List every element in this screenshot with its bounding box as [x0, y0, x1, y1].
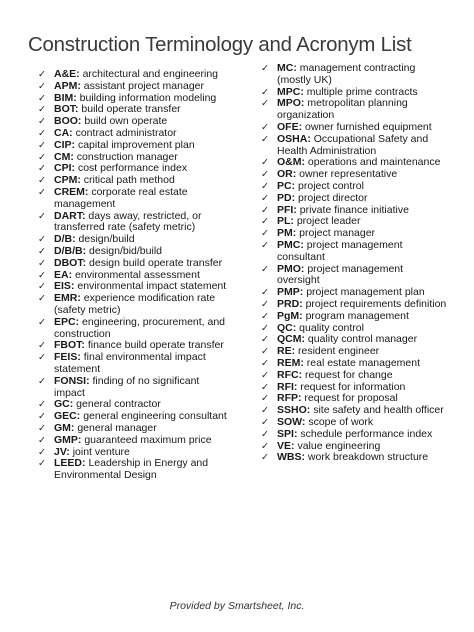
acronym-definition: owner representative	[299, 168, 398, 181]
acronym-term: CPM	[54, 174, 78, 187]
acronym-term: OSHA	[277, 132, 308, 145]
acronym-definition: multiple prime contracts	[306, 85, 418, 98]
checkmark-icon: ✓	[261, 357, 269, 369]
acronym-definition: general engineering consultant	[83, 410, 227, 423]
term-separator: :	[300, 356, 307, 369]
term-separator: :	[291, 179, 299, 192]
checkmark-icon: ✓	[261, 169, 269, 181]
term-separator: :	[84, 185, 92, 198]
acronym-term: PFI	[277, 203, 294, 216]
checkmark-icon: ✓	[261, 298, 269, 310]
term-separator: :	[290, 215, 297, 228]
acronym-term: CIP	[54, 138, 72, 151]
acronym-list-item	[38, 187, 260, 211]
acronym-term: FBOT	[54, 339, 82, 352]
acronym-term: BOO	[54, 115, 78, 128]
acronym-term: OR	[277, 168, 293, 181]
acronym-list-item	[38, 211, 260, 235]
term-separator: :	[77, 115, 85, 128]
term-separator: :	[298, 392, 305, 405]
term-separator: :	[292, 168, 300, 181]
acronym-definition: quality control	[299, 321, 364, 334]
acronym-definition-continued: oversight	[277, 274, 320, 287]
acronym-definition-continued: transferred rate (safety metric)	[54, 221, 196, 234]
term-separator: :	[69, 126, 76, 139]
acronym-definition: real estate management	[306, 356, 420, 369]
term-separator: :	[71, 138, 78, 151]
checkmark-icon: ✓	[38, 127, 46, 139]
acronym-term: REM	[277, 356, 301, 369]
checkmark-icon: ✓	[261, 98, 269, 110]
acronym-list-item	[38, 293, 260, 317]
term-separator: :	[86, 374, 93, 387]
term-separator: :	[298, 120, 306, 133]
checkmark-icon: ✓	[261, 428, 269, 440]
term-separator: :	[69, 398, 77, 411]
checkmark-icon: ✓	[261, 452, 269, 464]
acronym-definition: scope of work	[308, 415, 374, 428]
acronym-term: JV	[54, 445, 67, 458]
checkmark-icon: ✓	[261, 157, 269, 169]
checkmark-icon: ✓	[38, 434, 46, 446]
term-separator: :	[306, 404, 314, 417]
acronym-definition: build operate transfer	[81, 103, 181, 116]
term-separator: :	[293, 62, 300, 74]
checkmark-icon: ✓	[38, 151, 46, 163]
acronym-list-left	[38, 69, 260, 482]
acronym-list-item	[38, 458, 260, 482]
term-separator: :	[293, 427, 301, 440]
acronym-term: QCM	[277, 333, 302, 346]
acronym-definition-continued: consultant	[277, 250, 325, 263]
checkmark-icon: ✓	[38, 269, 46, 281]
checkmark-icon: ✓	[38, 139, 46, 151]
checkmark-icon: ✓	[261, 334, 269, 346]
checkmark-icon: ✓	[261, 310, 269, 322]
acronym-term: GM	[54, 421, 71, 434]
acronym-definition-continued: (safety metric)	[54, 303, 121, 316]
acronym-term: DBOT	[54, 256, 83, 269]
term-separator: :	[82, 209, 89, 222]
acronym-list-item	[261, 63, 471, 87]
checkmark-icon: ✓	[261, 228, 269, 240]
term-separator: :	[301, 333, 308, 346]
acronym-term: DART	[54, 209, 82, 222]
checkmark-icon: ✓	[261, 405, 269, 417]
checkmark-icon: ✓	[38, 175, 46, 187]
acronym-term: MPC	[277, 85, 301, 98]
term-separator: :	[75, 315, 83, 328]
acronym-definition: owner furnished equipment	[305, 120, 432, 133]
acronym-definition: engineering, procurement, and	[82, 315, 226, 328]
term-separator: :	[299, 286, 307, 299]
term-separator: :	[299, 309, 306, 322]
acronym-term: EA	[54, 268, 69, 281]
term-separator: :	[66, 445, 73, 458]
acronym-term: FONSI	[54, 374, 87, 387]
acronym-term: PMP	[277, 286, 300, 299]
acronym-definition: request for information	[300, 380, 406, 393]
acronym-definition: capital improvement plan	[77, 138, 195, 151]
acronym-term: CA	[54, 126, 70, 139]
checkmark-icon: ✓	[38, 446, 46, 458]
term-separator: :	[68, 268, 76, 281]
acronym-list-item	[261, 264, 471, 288]
acronym-definition: management contracting	[299, 62, 416, 74]
checkmark-icon: ✓	[38, 163, 46, 175]
acronym-term: SOW	[277, 415, 302, 428]
term-separator: :	[291, 345, 299, 358]
acronym-term: WBS	[277, 451, 302, 464]
acronym-term: RFC	[277, 368, 299, 381]
checkmark-icon: ✓	[261, 263, 269, 275]
checkmark-icon: ✓	[38, 281, 46, 293]
acronym-definition: general contractor	[76, 398, 161, 411]
checkmark-icon: ✓	[261, 381, 269, 393]
term-separator: :	[301, 415, 309, 428]
term-separator: :	[301, 156, 308, 169]
term-separator: :	[70, 150, 77, 163]
term-separator: :	[77, 351, 84, 364]
term-separator: :	[70, 421, 78, 434]
acronym-term: RFP	[277, 392, 298, 405]
acronym-definition: days away, restricted, or	[88, 209, 202, 222]
acronym-term: PMO	[277, 262, 301, 275]
term-separator: :	[293, 380, 301, 393]
acronym-definition: Occupational Safety and	[313, 132, 429, 145]
term-separator: :	[300, 262, 308, 275]
checkmark-icon: ✓	[38, 186, 46, 198]
acronym-definition: project manager	[299, 227, 376, 240]
checkmark-icon: ✓	[38, 316, 46, 328]
acronym-definition: value engineering	[297, 439, 381, 452]
acronym-definition-continued: construction	[54, 327, 111, 340]
acronym-definition-continued: management	[54, 197, 116, 210]
acronym-term: SSHO	[277, 404, 307, 417]
acronym-list-right	[261, 63, 471, 464]
acronym-definition: design/build	[78, 233, 135, 246]
acronym-list-item	[38, 352, 260, 376]
acronym-definition: work breakdown structure	[307, 451, 429, 464]
checkmark-icon: ✓	[38, 92, 46, 104]
term-separator: :	[82, 244, 90, 257]
checkmark-icon: ✓	[38, 104, 46, 116]
term-separator: :	[82, 457, 89, 470]
acronym-list-item	[38, 376, 260, 400]
acronym-term: OFE	[277, 120, 299, 133]
acronym-definition: project director	[298, 191, 368, 204]
acronym-definition: request for change	[305, 368, 393, 381]
term-separator: :	[77, 174, 84, 187]
acronym-definition: schedule performance index	[300, 427, 433, 440]
term-separator: :	[73, 91, 80, 104]
checkmark-icon: ✓	[38, 293, 46, 305]
checkmark-icon: ✓	[38, 116, 46, 128]
acronym-definition: finding of no significant	[92, 374, 200, 387]
term-separator: :	[77, 292, 84, 305]
acronym-definition: finance build operate transfer	[87, 339, 224, 352]
acronym-definition: assistant project manager	[83, 79, 204, 92]
acronym-term: MC	[277, 62, 294, 74]
checkmark-icon: ✓	[261, 440, 269, 452]
checkmark-icon: ✓	[38, 375, 46, 387]
term-separator: :	[76, 410, 84, 423]
term-separator: :	[298, 368, 306, 381]
acronym-term: PgM	[277, 309, 300, 322]
term-separator: :	[75, 103, 82, 116]
term-separator: :	[300, 238, 307, 251]
acronym-term: PMC	[277, 238, 301, 251]
checkmark-icon: ✓	[261, 192, 269, 204]
acronym-definition-continued: statement	[54, 362, 101, 375]
acronym-definition-continued: Environmental Design	[54, 469, 157, 482]
checkmark-icon: ✓	[38, 257, 46, 269]
acronym-definition: private finance initiative	[299, 203, 409, 216]
acronym-list-item	[38, 317, 260, 341]
acronym-term: A&E	[54, 68, 77, 80]
acronym-definition: cost performance index	[77, 162, 188, 175]
acronym-term: MPO	[277, 97, 301, 110]
acronym-list-item	[261, 134, 471, 158]
acronym-definition: site safety and health officer	[313, 404, 444, 417]
term-separator: :	[300, 97, 308, 110]
acronym-definition: architectural and engineering	[82, 68, 219, 80]
checkmark-icon: ✓	[261, 393, 269, 405]
checkmark-icon: ✓	[261, 204, 269, 216]
checkmark-icon: ✓	[261, 416, 269, 428]
acronym-term: GEC	[54, 410, 77, 423]
acronym-term: CREM	[54, 185, 85, 198]
acronym-definition: project management	[307, 262, 404, 275]
checkmark-icon: ✓	[261, 346, 269, 358]
term-separator: :	[301, 451, 308, 464]
term-separator: :	[76, 68, 83, 80]
acronym-definition: environmental impact statement	[77, 280, 227, 293]
acronym-definition: environmental assessment	[75, 268, 200, 281]
checkmark-icon: ✓	[261, 86, 269, 98]
acronym-definition-continued: organization	[277, 109, 335, 122]
acronym-term: LEED	[54, 457, 83, 470]
acronym-term: CM	[54, 150, 71, 163]
checkmark-icon: ✓	[261, 133, 269, 145]
acronym-definition: building information modeling	[79, 91, 217, 104]
acronym-definition: metropolitan planning	[307, 97, 408, 110]
acronym-definition: build own operate	[84, 115, 168, 128]
acronym-definition-continued: (mostly UK)	[277, 73, 332, 86]
acronym-definition: Leadership in Energy and	[88, 457, 209, 470]
acronym-term: EIS	[54, 280, 71, 293]
acronym-term: EMR	[54, 292, 78, 305]
checkmark-icon: ✓	[261, 121, 269, 133]
acronym-term: RFI	[277, 380, 294, 393]
acronym-definition: project requirements definition	[305, 297, 447, 310]
acronym-term: BIM	[54, 91, 74, 104]
term-separator: :	[299, 297, 306, 310]
acronym-definition: corporate real estate	[91, 185, 188, 198]
checkmark-icon: ✓	[38, 69, 46, 80]
term-separator: :	[307, 132, 314, 145]
checkmark-icon: ✓	[261, 216, 269, 228]
acronym-definition: contract administrator	[75, 126, 177, 139]
acronym-term: PL	[277, 215, 291, 228]
term-separator: :	[72, 233, 79, 246]
acronym-term: GMP	[54, 433, 78, 446]
checkmark-icon: ✓	[261, 63, 269, 74]
page-title: Construction Terminology and Acronym List	[28, 34, 412, 56]
acronym-term: FEIS	[54, 351, 78, 364]
acronym-term: PC	[277, 179, 292, 192]
term-separator: :	[81, 339, 88, 352]
acronym-definition: program management	[305, 309, 409, 322]
acronym-definition: design build operate transfer	[89, 256, 223, 269]
acronym-term: GC	[54, 398, 70, 411]
acronym-definition: resident engineer	[298, 345, 380, 358]
acronym-term: QC	[277, 321, 293, 334]
checkmark-icon: ✓	[38, 458, 46, 470]
term-separator: :	[292, 321, 300, 334]
acronym-definition: project control	[298, 179, 364, 192]
checkmark-icon: ✓	[38, 210, 46, 222]
term-separator: :	[300, 85, 307, 98]
checkmark-icon: ✓	[261, 322, 269, 334]
term-separator: :	[82, 256, 90, 269]
acronym-definition: quality control manager	[307, 333, 418, 346]
acronym-term: SPI	[277, 427, 294, 440]
checkmark-icon: ✓	[38, 399, 46, 411]
term-separator: :	[71, 162, 78, 175]
acronym-term: O&M	[277, 156, 302, 169]
checkmark-icon: ✓	[38, 80, 46, 92]
term-separator: :	[70, 280, 78, 293]
acronym-term: CPI	[54, 162, 72, 175]
checkmark-icon: ✓	[38, 340, 46, 352]
acronym-definition: general manager	[77, 421, 157, 434]
acronym-definition: operations and maintenance	[307, 156, 441, 169]
checkmark-icon: ✓	[38, 411, 46, 423]
acronym-term: RE	[277, 345, 292, 358]
acronym-list-item	[261, 98, 471, 122]
acronym-list-item	[261, 240, 471, 264]
acronym-definition: experience modification rate	[83, 292, 216, 305]
term-separator: :	[291, 439, 298, 452]
acronym-definition: design/bid/build	[89, 244, 162, 257]
term-separator: :	[77, 433, 85, 446]
checkmark-icon: ✓	[261, 287, 269, 299]
acronym-term: EPC	[54, 315, 76, 328]
checkmark-icon: ✓	[38, 352, 46, 364]
term-separator: :	[293, 203, 300, 216]
checkmark-icon: ✓	[261, 369, 269, 381]
acronym-definition: project leader	[296, 215, 361, 228]
checkmark-icon: ✓	[38, 245, 46, 257]
acronym-term: D/B/B	[54, 244, 83, 257]
checkmark-icon: ✓	[261, 239, 269, 251]
acronym-list-item	[261, 452, 471, 464]
acronym-definition: project management plan	[306, 286, 425, 299]
acronym-definition-continued: impact	[54, 386, 85, 399]
term-separator: :	[291, 191, 299, 204]
term-separator: :	[77, 79, 84, 92]
acronym-term: PM	[277, 227, 293, 240]
acronym-term: VE	[277, 439, 292, 452]
acronym-term: PRD	[277, 297, 300, 310]
acronym-definition: request for proposal	[304, 392, 398, 405]
acronym-term: BOT	[54, 103, 75, 116]
acronym-definition: final environmental impact	[83, 351, 206, 364]
term-separator: :	[292, 227, 300, 240]
acronym-definition-continued: Health Administration	[277, 144, 377, 157]
acronym-definition: guaranteed maximum price	[84, 433, 212, 446]
checkmark-icon: ✓	[261, 180, 269, 192]
footer-credit: Provided by Smartsheet, Inc.	[169, 600, 305, 612]
checkmark-icon: ✓	[38, 234, 46, 246]
acronym-term: PD	[277, 191, 292, 204]
acronym-term: D/B	[54, 233, 73, 246]
acronym-definition: joint venture	[72, 445, 130, 458]
acronym-definition: project management	[306, 238, 403, 251]
checkmark-icon: ✓	[38, 422, 46, 434]
acronym-term: APM	[54, 79, 78, 92]
acronym-definition: construction manager	[76, 150, 178, 163]
acronym-definition: critical path method	[83, 174, 175, 187]
